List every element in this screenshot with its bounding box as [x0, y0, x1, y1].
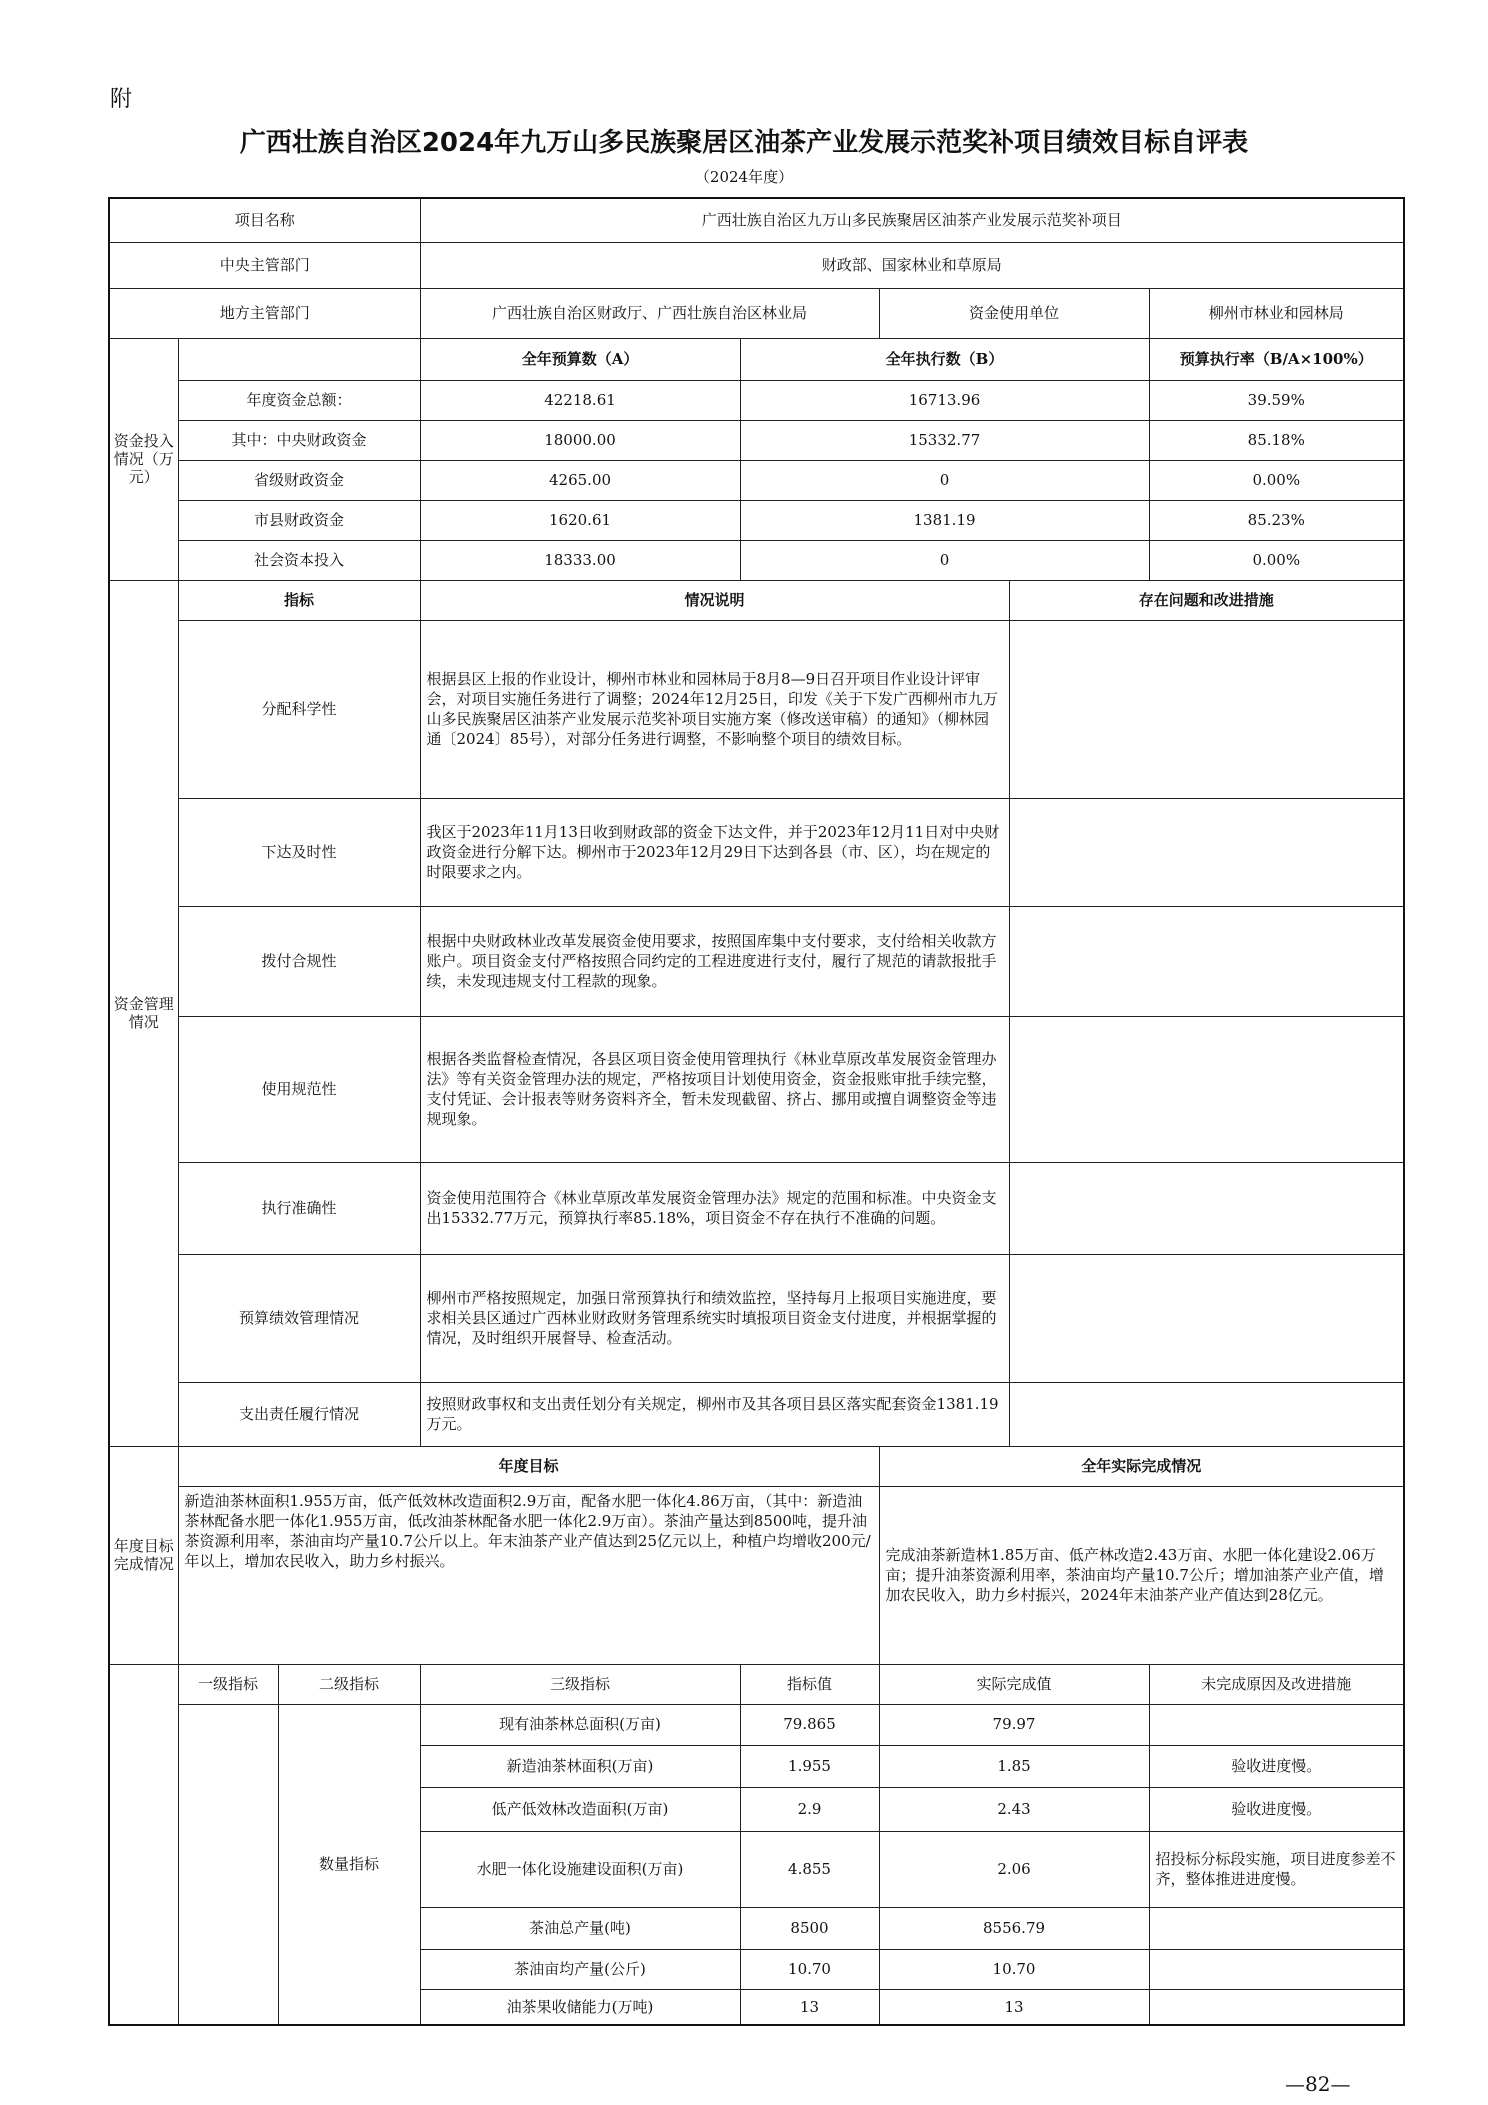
- funds-row-exec: 0: [740, 460, 1149, 500]
- indicator-reason: 验收进度慢。: [1149, 1787, 1404, 1831]
- funds-row-rate: 85.23%: [1149, 500, 1404, 540]
- funds-row-rate: 0.00%: [1149, 540, 1404, 580]
- funds-header-row: [109, 338, 1404, 380]
- funds-row-rate: 85.18%: [1149, 420, 1404, 460]
- mgmt-row-desc: 根据中央财政林业改革发展资金使用要求，按照国库集中支付要求，支付给相关收款方账户。项目资金支付严格按照合同约定的工程进度进行支付，履行了规范的请款报批手续，未发现违规支付工程款的现象。: [420, 906, 1009, 1016]
- mgmt-row-issue: [1009, 1254, 1404, 1382]
- mgmt-row-issue: [1009, 906, 1404, 1016]
- annual-section-label: 年度目标完成情况: [109, 1446, 178, 1664]
- funds-row-rate: 39.59%: [1149, 380, 1404, 420]
- indicator-target: 10.70: [740, 1949, 879, 1989]
- indicator-actual: 2.06: [879, 1831, 1149, 1907]
- indicator-actual: 1.85: [879, 1745, 1149, 1787]
- mgmt-row: [109, 1016, 1404, 1162]
- indicator-reason: 招投标分标段实施，项目进度参差不齐，整体推进进度慢。: [1149, 1831, 1404, 1907]
- indicator-reason: 验收进度慢。: [1149, 1745, 1404, 1787]
- mgmt-row: [109, 620, 1404, 798]
- project-name-row: [109, 198, 1404, 242]
- indicator-name: 茶油总产量(吨): [420, 1907, 740, 1949]
- indicators-header-row: [109, 1664, 1404, 1704]
- mgmt-row-indicator: 分配科学性: [178, 620, 420, 798]
- funds-row-label: 其中：中央财政资金: [178, 420, 420, 460]
- indicator-target: 8500: [740, 1907, 879, 1949]
- indicator-actual: 2.43: [879, 1787, 1149, 1831]
- funds-row-budget: 42218.61: [420, 380, 740, 420]
- mgmt-row-desc: 根据县区上报的作业设计，柳州市林业和园林局于8月8—9日召开项目作业设计评审会，对项目实施任务进行了调整；2024年12月25日，印发《关于下发广西柳州市九万山多民族聚居区油茶产业发展示范奖补项目实施方案（修改送审稿）的通知》（柳林园通〔2024〕85号），对部分任务进行调整，不影响整个项目的绩效目标。: [420, 620, 1009, 798]
- funds-row: [109, 380, 1404, 420]
- mgmt-row-issue: [1009, 1382, 1404, 1446]
- funds-row-exec: 15332.77: [740, 420, 1149, 460]
- indicators-section-blank: [109, 1664, 178, 2025]
- indicator-reason: [1149, 1704, 1404, 1745]
- indicator-actual: 10.70: [879, 1949, 1149, 1989]
- fund-user-value: 柳州市林业和园林局: [1149, 288, 1404, 338]
- funds-row-budget: 18000.00: [420, 420, 740, 460]
- indicators-col-actual: 实际完成值: [879, 1664, 1149, 1704]
- local-dept-label: 地方主管部门: [109, 288, 420, 338]
- mgmt-row-issue: [1009, 1162, 1404, 1254]
- mgmt-header-row: [109, 580, 1404, 620]
- indicators-col-reason: 未完成原因及改进措施: [1149, 1664, 1404, 1704]
- indicators-level2: 数量指标: [278, 1704, 420, 2025]
- indicator-name: 现有油茶林总面积(万亩): [420, 1704, 740, 1745]
- mgmt-row-indicator: 使用规范性: [178, 1016, 420, 1162]
- mgmt-row-issue: [1009, 1016, 1404, 1162]
- page-title: 广西壮族自治区2024年九万山多民族聚居区油茶产业发展示范奖补项目绩效目标自评表: [239, 128, 1249, 158]
- mgmt-row-desc: 按照财政事权和支出责任划分有关规定，柳州市及其各项目县区落实配套资金1381.19万元。: [420, 1382, 1009, 1446]
- indicator-name: 低产低效林改造面积(万亩): [420, 1787, 740, 1831]
- mgmt-col-desc: 情况说明: [420, 580, 1009, 620]
- funds-row-label: 社会资本投入: [178, 540, 420, 580]
- local-dept-row: [109, 288, 1404, 338]
- indicator-target: 1.955: [740, 1745, 879, 1787]
- mgmt-row-indicator: 执行准确性: [178, 1162, 420, 1254]
- indicator-actual: 8556.79: [879, 1907, 1149, 1949]
- indicators-col-target: 指标值: [740, 1664, 879, 1704]
- central-dept-label: 中央主管部门: [109, 242, 420, 288]
- indicator-name: 茶油亩均产量(公斤): [420, 1949, 740, 1989]
- funds-col-exec: 全年执行数（B）: [740, 338, 1149, 380]
- funds-row-exec: 0: [740, 540, 1149, 580]
- mgmt-row: [109, 1382, 1404, 1446]
- mgmt-col-indicator: 指标: [178, 580, 420, 620]
- indicator-reason: [1149, 1907, 1404, 1949]
- funds-row-rate: 0.00%: [1149, 460, 1404, 500]
- mgmt-row-desc: 我区于2023年11月13日收到财政部的资金下达文件，并于2023年12月11日对中央财政资金进行分解下达。柳州市于2023年12月29日下达到各县（市、区），均在规定的时限要求之内。: [420, 798, 1009, 906]
- mgmt-row: [109, 1162, 1404, 1254]
- funds-row-exec: 16713.96: [740, 380, 1149, 420]
- mgmt-row-indicator: 下达及时性: [178, 798, 420, 906]
- funds-row: [109, 420, 1404, 460]
- project-name-label: 项目名称: [109, 198, 420, 242]
- mgmt-row: [109, 906, 1404, 1016]
- funds-row-budget: 18333.00: [420, 540, 740, 580]
- mgmt-row-issue: [1009, 798, 1404, 906]
- annual-header-row: [109, 1446, 1404, 1486]
- indicator-reason: [1149, 1949, 1404, 1989]
- mgmt-row-indicator: 拨付合规性: [178, 906, 420, 1016]
- annual-content-row: [109, 1486, 1404, 1664]
- funds-row: [109, 500, 1404, 540]
- funds-row-label: 省级财政资金: [178, 460, 420, 500]
- funds-row: [109, 540, 1404, 580]
- indicator-name: 新造油茶林面积(万亩): [420, 1745, 740, 1787]
- mgmt-row: [109, 798, 1404, 906]
- indicator-target: 13: [740, 1989, 879, 2025]
- year-note: （2024年度）: [694, 168, 794, 186]
- annual-goal-text: 新造油茶林面积1.955万亩，低产低效林改造面积2.9万亩，配备水肥一体化4.86万亩，（其中：新造油茶林配备水肥一体化1.955万亩，低改油茶林配备水肥一体化2.9万亩）。茶油产量达到8500吨，提升油茶资源利用率，茶油亩均产量10.7公斤以上。年末油茶产业产值达到25亿元以上，种植户均增收200元/年以上，增加农民收入，助力乡村振兴。: [178, 1486, 879, 1664]
- mgmt-row-issue: [1009, 620, 1404, 798]
- mgmt-row-desc: 根据各类监督检查情况，各县区项目资金使用管理执行《林业草原改革发展资金管理办法》等有关资金管理办法的规定，严格按项目计划使用资金，资金报账审批手续完整，支付凭证、会计报表等财务资料齐全，暂未发现截留、挤占、挪用或擅自调整资金等违规现象。: [420, 1016, 1009, 1162]
- indicator-name: 油茶果收储能力(万吨): [420, 1989, 740, 2025]
- funds-col-rate: 预算执行率（B/A×100%）: [1149, 338, 1404, 380]
- evaluation-table: [108, 197, 1405, 2026]
- mgmt-row-indicator: 预算绩效管理情况: [178, 1254, 420, 1382]
- attachment-mark: 附: [110, 87, 133, 112]
- page-number: —82—: [1285, 2072, 1351, 2096]
- funds-col-budget: 全年预算数（A）: [420, 338, 740, 380]
- funds-row-budget: 4265.00: [420, 460, 740, 500]
- funds-row-label: 年度资金总额：: [178, 380, 420, 420]
- indicator-target: 4.855: [740, 1831, 879, 1907]
- funds-row: [109, 460, 1404, 500]
- central-dept-row: [109, 242, 1404, 288]
- mgmt-row: [109, 1254, 1404, 1382]
- indicators-level1-blank: [178, 1704, 278, 2025]
- funds-row-exec: 1381.19: [740, 500, 1149, 540]
- indicator-name: 水肥一体化设施建设面积(万亩): [420, 1831, 740, 1907]
- local-dept-value: 广西壮族自治区财政厅、广西壮族自治区林业局: [420, 288, 879, 338]
- mgmt-section-label: 资金管理情况: [109, 580, 178, 1446]
- annual-actual-text: 完成油茶新造林1.85万亩、低产林改造2.43万亩、水肥一体化建设2.06万亩；提升油茶资源利用率，茶油亩均产量10.7公斤；增加油茶产业产值，增加农民收入，助力乡村振兴，2024年末油茶产业产值达到28亿元。: [879, 1486, 1404, 1664]
- annual-col-actual: 全年实际完成情况: [879, 1446, 1404, 1486]
- funds-header-blank: [178, 338, 420, 380]
- fund-user-label: 资金使用单位: [879, 288, 1149, 338]
- mgmt-row-indicator: 支出责任履行情况: [178, 1382, 420, 1446]
- indicators-col-l2: 二级指标: [278, 1664, 420, 1704]
- project-name-value: 广西壮族自治区九万山多民族聚居区油茶产业发展示范奖补项目: [420, 198, 1404, 242]
- mgmt-row-desc: 柳州市严格按照规定，加强日常预算执行和绩效监控，坚持每月上报项目实施进度，要求相关县区通过广西林业财政财务管理系统实时填报项目资金支付进度，并根据掌握的情况，及时组织开展督导、检查活动。: [420, 1254, 1009, 1382]
- indicator-actual: 13: [879, 1989, 1149, 2025]
- mgmt-row-desc: 资金使用范围符合《林业草原改革发展资金管理办法》规定的范围和标准。中央资金支出15332.77万元，预算执行率85.18%，项目资金不存在执行不准确的问题。: [420, 1162, 1009, 1254]
- indicator-actual: 79.97: [879, 1704, 1149, 1745]
- indicator-target: 79.865: [740, 1704, 879, 1745]
- indicator-reason: [1149, 1989, 1404, 2025]
- annual-col-goal: 年度目标: [178, 1446, 879, 1486]
- funds-row-budget: 1620.61: [420, 500, 740, 540]
- indicators-col-l3: 三级指标: [420, 1664, 740, 1704]
- indicator-target: 2.9: [740, 1787, 879, 1831]
- funds-row-label: 市县财政资金: [178, 500, 420, 540]
- central-dept-value: 财政部、国家林业和草原局: [420, 242, 1404, 288]
- indicator-row: [109, 1704, 1404, 1745]
- funds-section-label: 资金投入情况（万元）: [109, 338, 178, 580]
- mgmt-col-issue: 存在问题和改进措施: [1009, 580, 1404, 620]
- indicators-col-l1: 一级指标: [178, 1664, 278, 1704]
